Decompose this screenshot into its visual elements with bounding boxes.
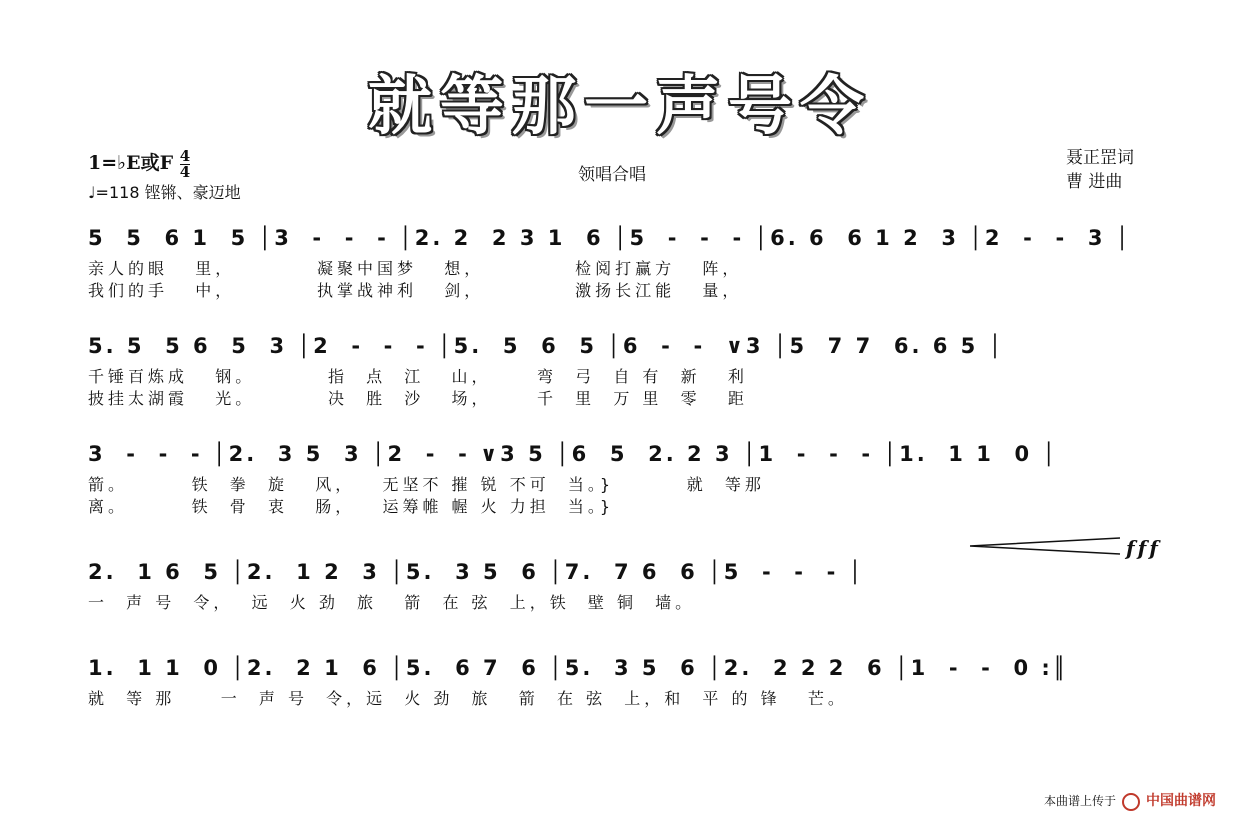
dynamic-marking: fff xyxy=(1126,536,1161,560)
song-title: 就等那一声号令 xyxy=(368,70,872,144)
score-row-5 xyxy=(88,648,1158,710)
score-row-3 xyxy=(88,434,1158,518)
lyrics-verse-1: 千锤百炼成 钢。 指 点 江 山， 弯 弓 自 有 新 利 xyxy=(88,367,748,386)
lyrics-verse-1: 一 声 号 令， 远 火 劲 旅 箭 在 弦 上，铁 壁 铜 墙。 xyxy=(88,593,696,612)
key-signature xyxy=(88,148,190,180)
tempo-marking: ♩=118 铿锵、豪迈地 xyxy=(88,183,241,202)
lyricist-credit: 聂正罡词 xyxy=(1066,148,1134,168)
site-name[interactable]: 中国曲谱网 xyxy=(1146,793,1216,809)
notation-line: 2. 1 6 5 │2. 1 2 3 │5. 3 5 6 │7. 7 6 6 │5 - - - │ fff xyxy=(88,552,1158,592)
notation-line: 3 - - - │2. 3 5 3 │2 - - ∨3 5 │6 5 2. 2 3 │1 - - - │1. 1 1 0 │ xyxy=(88,442,1059,466)
composer-credit: 曹 进曲 xyxy=(1066,172,1123,192)
lyrics-verse-2: 我们的手 中， 执掌战神利 剑， 激扬长江能 量， xyxy=(88,281,743,300)
key-text: 1=♭E或F xyxy=(88,152,174,174)
score-row-4 xyxy=(88,536,1161,614)
performance-form: 领唱合唱 xyxy=(578,165,646,185)
crescendo-hairpin xyxy=(968,536,1124,556)
credit-text: 本曲谱上传于 xyxy=(1043,794,1116,808)
site-logo-icon xyxy=(1122,793,1140,811)
upload-credit xyxy=(1044,790,1216,811)
notation-line: 5. 5 5 6 5 3 │2 - - - │5. 5 6 5 │6 - - ∨3 │5 7 7 6. 6 5 │ xyxy=(88,334,1005,358)
lyrics-verse-1: 亲人的眼 里， 凝聚中国梦 想， 检阅打赢方 阵， xyxy=(88,259,743,278)
score-row-2 xyxy=(88,326,1158,410)
time-signature: $\frac{4}{4}$ xyxy=(179,146,191,181)
lyrics-verse-1: 箭。 铁 拳 旋 风， 无坚不 摧 锐 不可 当。} 就 等那 xyxy=(88,475,765,494)
notation-line: 1. 1 1 0 │2. 2 1 6 │5. 6 7 6 │5. 3 5 6 │2. 2 2 2 6 │1 - - 0 :║ xyxy=(88,656,1069,680)
lyrics-verse-2: 离。 铁 骨 衷 肠， 运筹帷 幄 火 力担 当。} xyxy=(88,497,615,516)
notation-line: 5 5 6 1 5 │3 - - - │2. 2 2 3 1 6 │5 - - - │6. 6 6 1 2 3 │2 - - 3 │ xyxy=(88,226,1132,250)
lyrics-verse-2: 披挂太湖霞 光。 决 胜 沙 场， 千 里 万 里 零 距 xyxy=(88,389,748,408)
lyrics-verse-1: 就 等 那 一 声 号 令，远 火 劲 旅 箭 在 弦 上，和 平 的 锋 芒。 xyxy=(88,689,848,708)
score-row-1 xyxy=(88,218,1158,302)
